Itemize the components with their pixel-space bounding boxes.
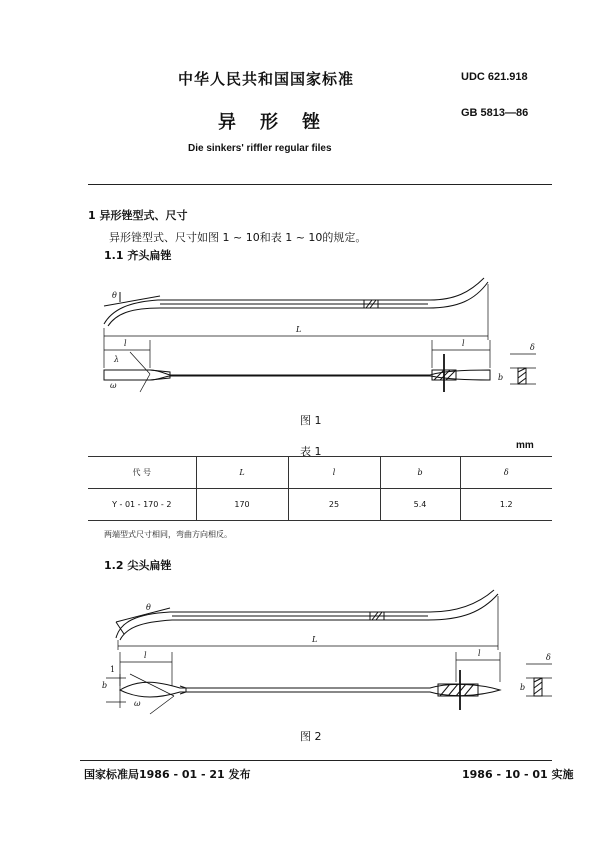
issue-date: 国家标准局1986 - 01 - 21 发布 bbox=[84, 768, 251, 781]
table-1 bbox=[88, 456, 552, 521]
fig2-one-label: 1 bbox=[110, 665, 116, 674]
table-header-delta: δ bbox=[460, 457, 552, 489]
figure-2-caption: 图 2 bbox=[300, 730, 322, 743]
effective-date: 1986 - 10 - 01 实施 bbox=[462, 768, 574, 781]
fig1-omega-label: ω bbox=[110, 381, 117, 390]
gb-code: GB 5813—86 bbox=[461, 107, 529, 119]
figure-1-drawing bbox=[0, 262, 600, 412]
fig2-b-label: b bbox=[520, 683, 526, 692]
footer-divider bbox=[80, 760, 552, 761]
section-heading: 1 异形锉型式、尺寸 bbox=[88, 209, 188, 222]
figure-2-drawing bbox=[0, 578, 600, 728]
table-unit: mm bbox=[516, 440, 534, 451]
table-note: 两端型式尺寸相同，弯曲方向相反。 bbox=[104, 530, 232, 539]
fig2-L-label: L bbox=[312, 635, 318, 644]
table-cell-l: 25 bbox=[288, 489, 380, 521]
table-header-l: l bbox=[288, 457, 380, 489]
fig2-b1-label: b bbox=[102, 681, 108, 690]
fig1-delta-label: δ bbox=[530, 343, 535, 352]
document-title: 异形锉 bbox=[218, 112, 344, 133]
fig1-lambda-label: λ bbox=[114, 355, 120, 364]
table-cell-L: 170 bbox=[196, 489, 288, 521]
fig2-l-left-label: l bbox=[144, 651, 147, 660]
section-paragraph: 异形锉型式、尺寸如图 1 ~ 10和表 1 ~ 10的规定。 bbox=[109, 231, 367, 244]
fig2-omega-label: ω bbox=[134, 699, 141, 708]
fig1-l-right-label: l bbox=[462, 339, 465, 348]
fig1-b-label: b bbox=[498, 373, 504, 382]
fig1-l-left-label: l bbox=[124, 339, 127, 348]
header-divider bbox=[88, 184, 552, 185]
table-cell-delta: 1.2 bbox=[460, 489, 552, 521]
table-header-row bbox=[88, 457, 552, 489]
table-header-code: 代 号 bbox=[88, 457, 196, 489]
table-row bbox=[88, 489, 552, 521]
table-cell-b: 5.4 bbox=[380, 489, 460, 521]
table-1-caption: 表 1 bbox=[300, 445, 322, 458]
subsection-heading-1-2: 1.2 尖头扁锉 bbox=[104, 559, 172, 572]
table-header-b: b bbox=[380, 457, 460, 489]
table-cell-code: Y - 01 - 170 - 2 bbox=[88, 489, 196, 521]
fig2-l-right-label: l bbox=[478, 649, 481, 658]
fig1-L-label: L bbox=[296, 325, 302, 334]
udc-code: UDC 621.918 bbox=[461, 71, 528, 83]
fig2-theta-label: θ bbox=[146, 603, 151, 612]
standard-name: 中华人民共和国国家标准 bbox=[178, 70, 355, 88]
document-title-english: Die sinkers' riffler regular files bbox=[188, 143, 332, 154]
figure-1-caption: 图 1 bbox=[300, 414, 322, 427]
fig2-delta-label: δ bbox=[546, 653, 551, 662]
subsection-heading-1-1: 1.1 齐头扁锉 bbox=[104, 249, 172, 262]
table-header-L: L bbox=[196, 457, 288, 489]
fig1-theta-label: θ bbox=[112, 291, 117, 300]
